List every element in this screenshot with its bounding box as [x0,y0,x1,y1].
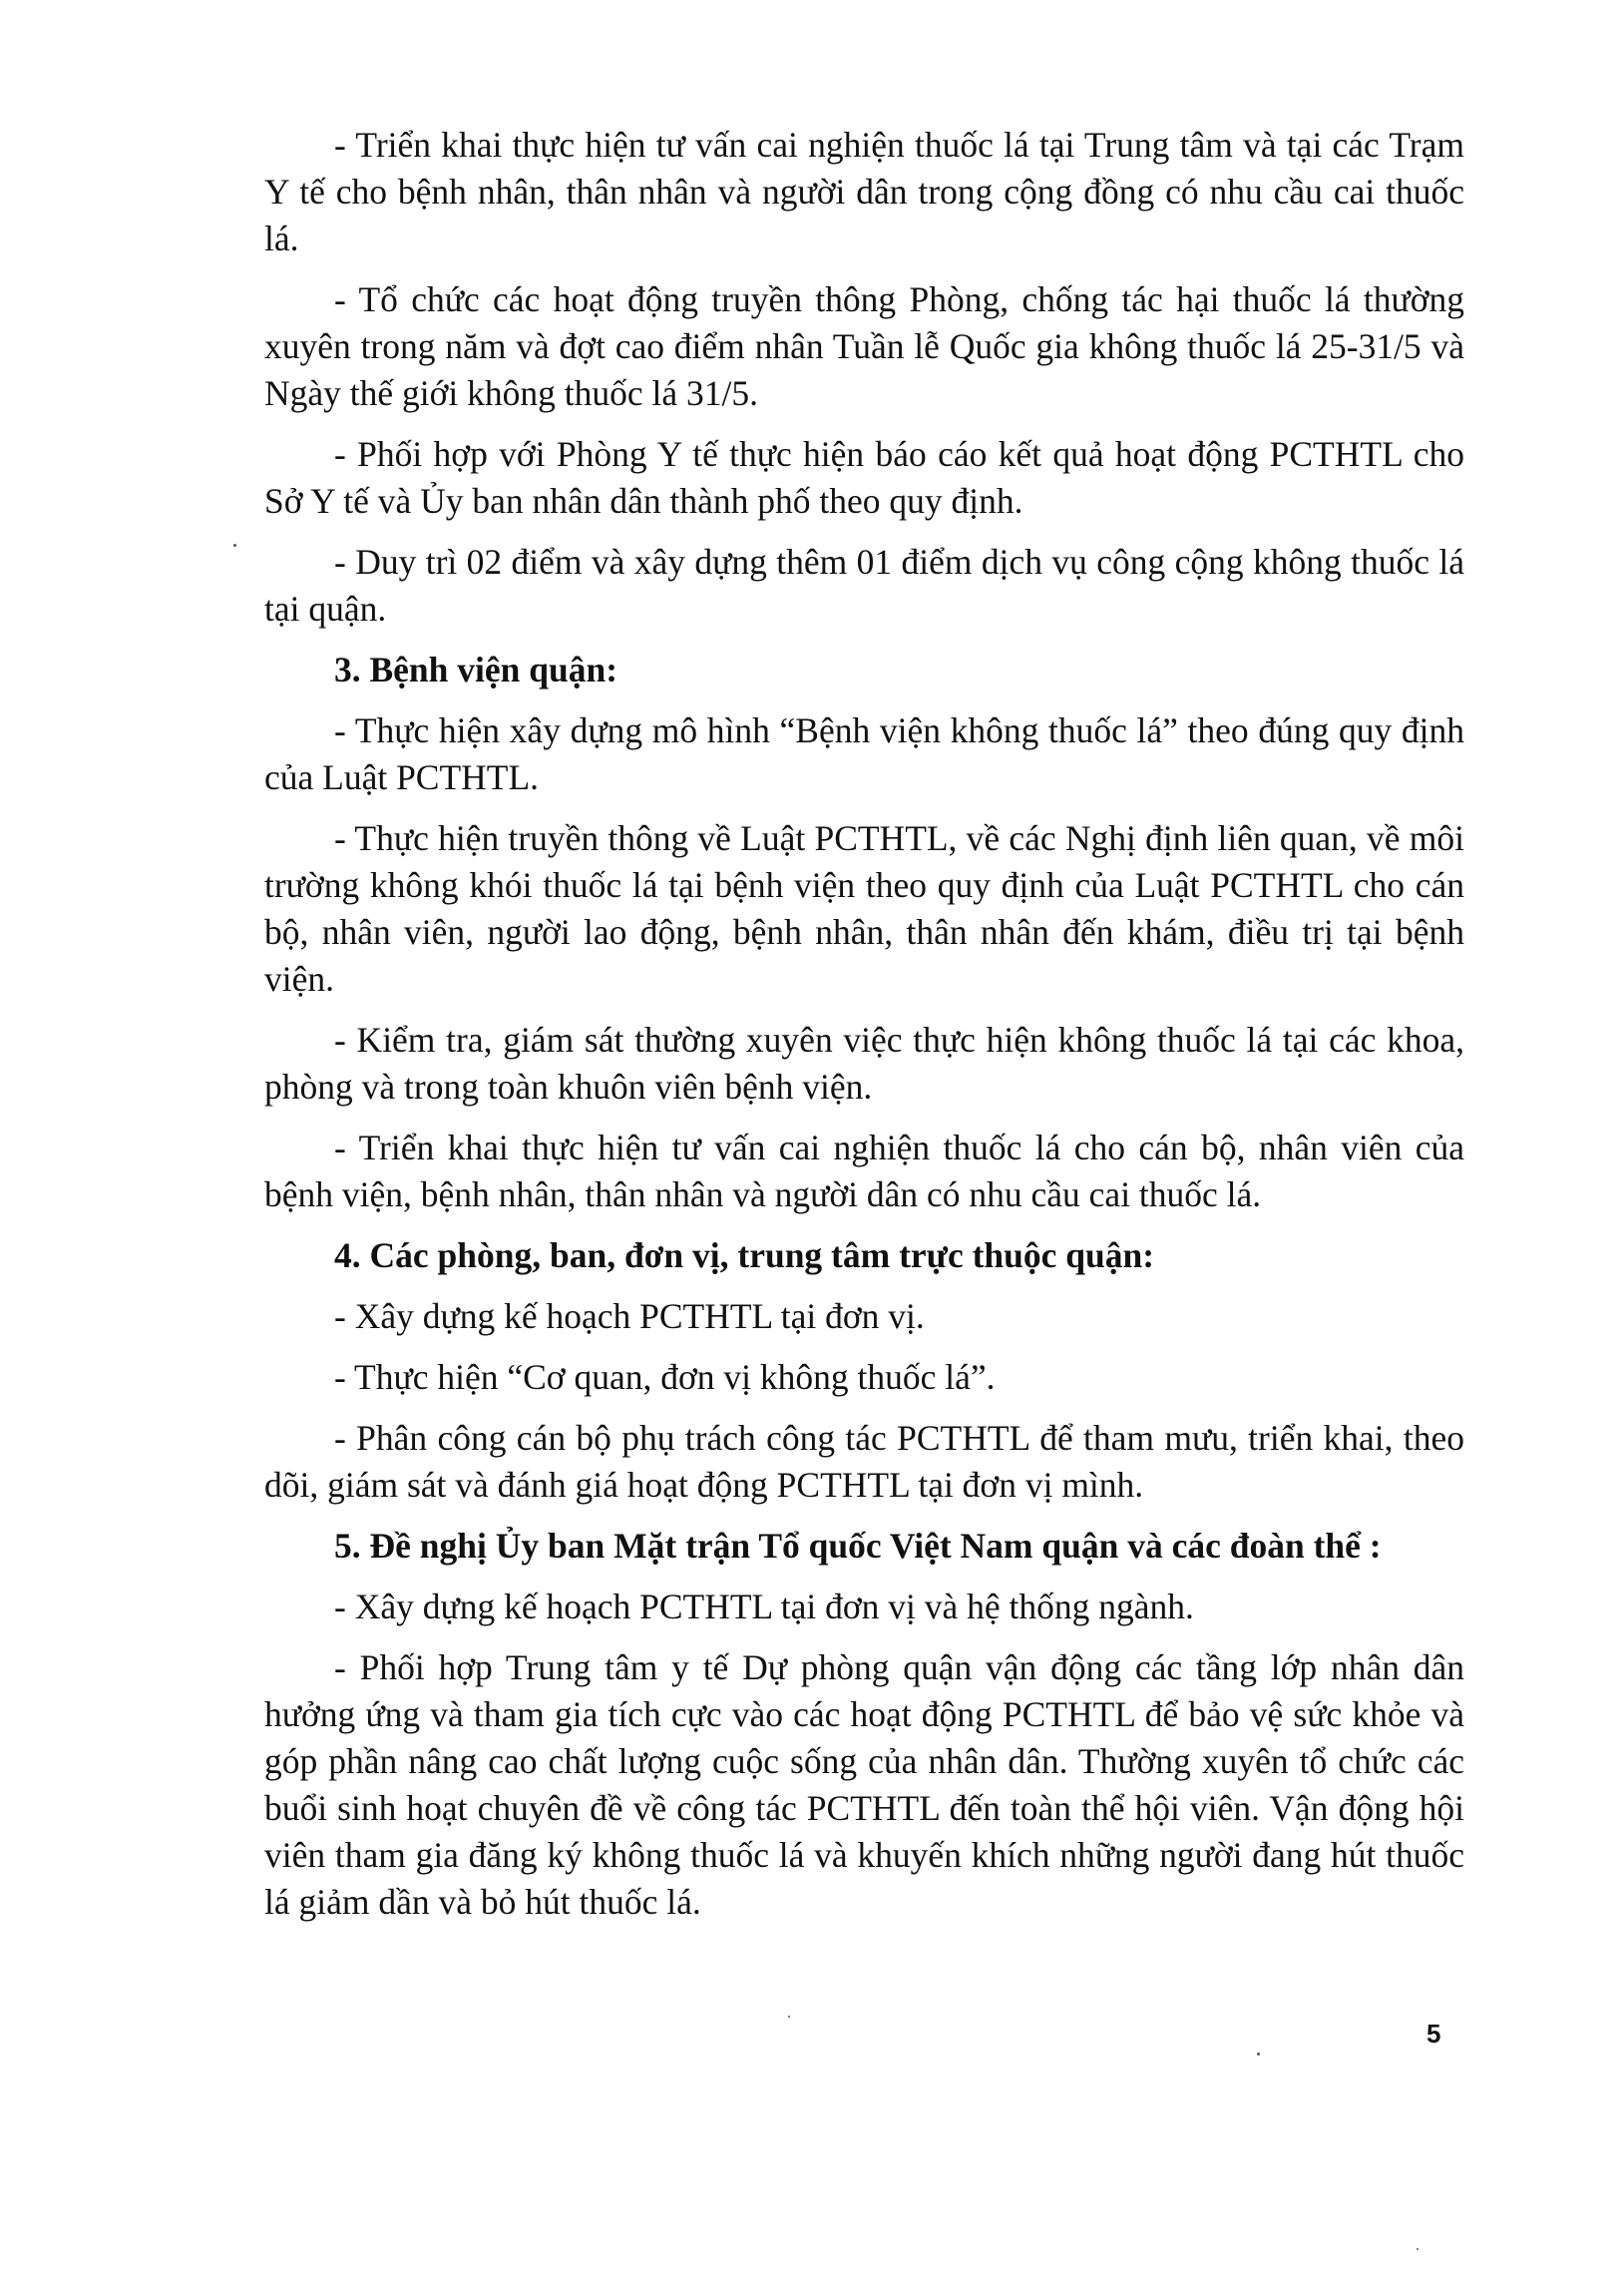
paragraph-smoke-free-points: - Duy trì 02 điểm và xây dựng thêm 01 điểm dịch vụ công cộng không thuốc lá tại quận. [264,542,1464,629]
paragraph-smoke-free-hospital-model: - Thực hiện xây dựng mô hình “Bệnh viện không thuốc lá” theo đúng quy định của Luật PCTHTL. [264,710,1464,797]
section-heading-district-units: 4. Các phòng, ban, đơn vị, trung tâm trực thuộc quận: [334,1235,1155,1275]
paragraph-consulting-center: - Triển khai thực hiện tư vấn cai nghiện thuốc lá tại Trung tâm và tại các Trạm Y tế cho bệnh nhân, thân nhân và người dân trong cộng đồng có nhu cầu cai thuốc lá. [264,125,1464,258]
scan-speck [233,544,236,547]
document-body [264,122,1464,1940]
paragraph-smoke-free-agency: - Thực hiện “Cơ quan, đơn vị không thuốc lá”. [334,1357,996,1397]
paragraph-communication-activities: - Tổ chức các hoạt động truyền thông Phòng, chống tác hại thuốc lá thường xuyên trong năm và đợt cao điểm nhân Tuần lễ Quốc gia không thuốc lá 25-31/5 và Ngày thế giới không thuốc lá 31/5. [264,279,1464,413]
section-heading-district-hospital: 3. Bệnh viện quận: [334,650,618,689]
page-number: 5 [1426,2019,1441,2049]
scan-speck [788,2016,790,2018]
paragraph-assign-staff: - Phân công cán bộ phụ trách công tác PCTHTL để tham mưu, triển khai, theo dõi, giám sát và đánh giá hoạt động PCTHTL tại đơn vị mình. [264,1418,1464,1505]
paragraph-hospital-inspection: - Kiểm tra, giám sát thường xuyên việc thực hiện không thuốc lá tại các khoa, phòng và trong toàn khuôn viên bệnh viện. [264,1020,1464,1107]
scan-speck [1257,2053,1260,2056]
scan-speck [1417,2248,1419,2250]
paragraph-hospital-communication: - Thực hiện truyền thông về Luật PCTHTL, về các Nghị định liên quan, về môi trường không khói thuốc lá tại bệnh viện theo quy định của Luật PCTHTL cho cán bộ, nhân viên, người lao động, bệnh nhân, thân nhân đến khám, điều trị tại bệnh viện. [264,818,1464,999]
paragraph-unit-plan: - Xây dựng kế hoạch PCTHTL tại đơn vị. [334,1296,925,1336]
paragraph-hospital-consulting: - Triển khai thực hiện tư vấn cai nghiện thuốc lá cho cán bộ, nhân viên của bệnh viện, bệnh nhân, thân nhân và người dân có nhu cầu cai thuốc lá. [264,1128,1464,1214]
paragraph-mobilization: - Phối hợp Trung tâm y tế Dự phòng quận vận động các tầng lớp nhân dân hưởng ứng và tham gia tích cực vào các hoạt động PCTHTL để bảo vệ sức khỏe và góp phần nâng cao chất lượng cuộc sống của nhân dân. Thường xuyên tổ chức các buổi sinh hoạt chuyên đề về công tác PCTHTL đến toàn thể hội viên. Vận động hội viên tham gia đăng ký không thuốc lá và khuyến khích những người đang hút thuốc lá giảm dần và bỏ hút thuốc lá. [264,1647,1464,1922]
section-heading-fatherland-front: 5. Đề nghị Ủy ban Mặt trận Tổ quốc Việt Nam quận và các đoàn thể : [334,1526,1382,1566]
paragraph-organization-plan: - Xây dựng kế hoạch PCTHTL tại đơn vị và hệ thống ngành. [334,1587,1194,1626]
paragraph-report-coordination: - Phối hợp với Phòng Y tế thực hiện báo cáo kết quả hoạt động PCTHTL cho Sở Y tế và Ủy ban nhân dân thành phố theo quy định. [264,434,1464,521]
